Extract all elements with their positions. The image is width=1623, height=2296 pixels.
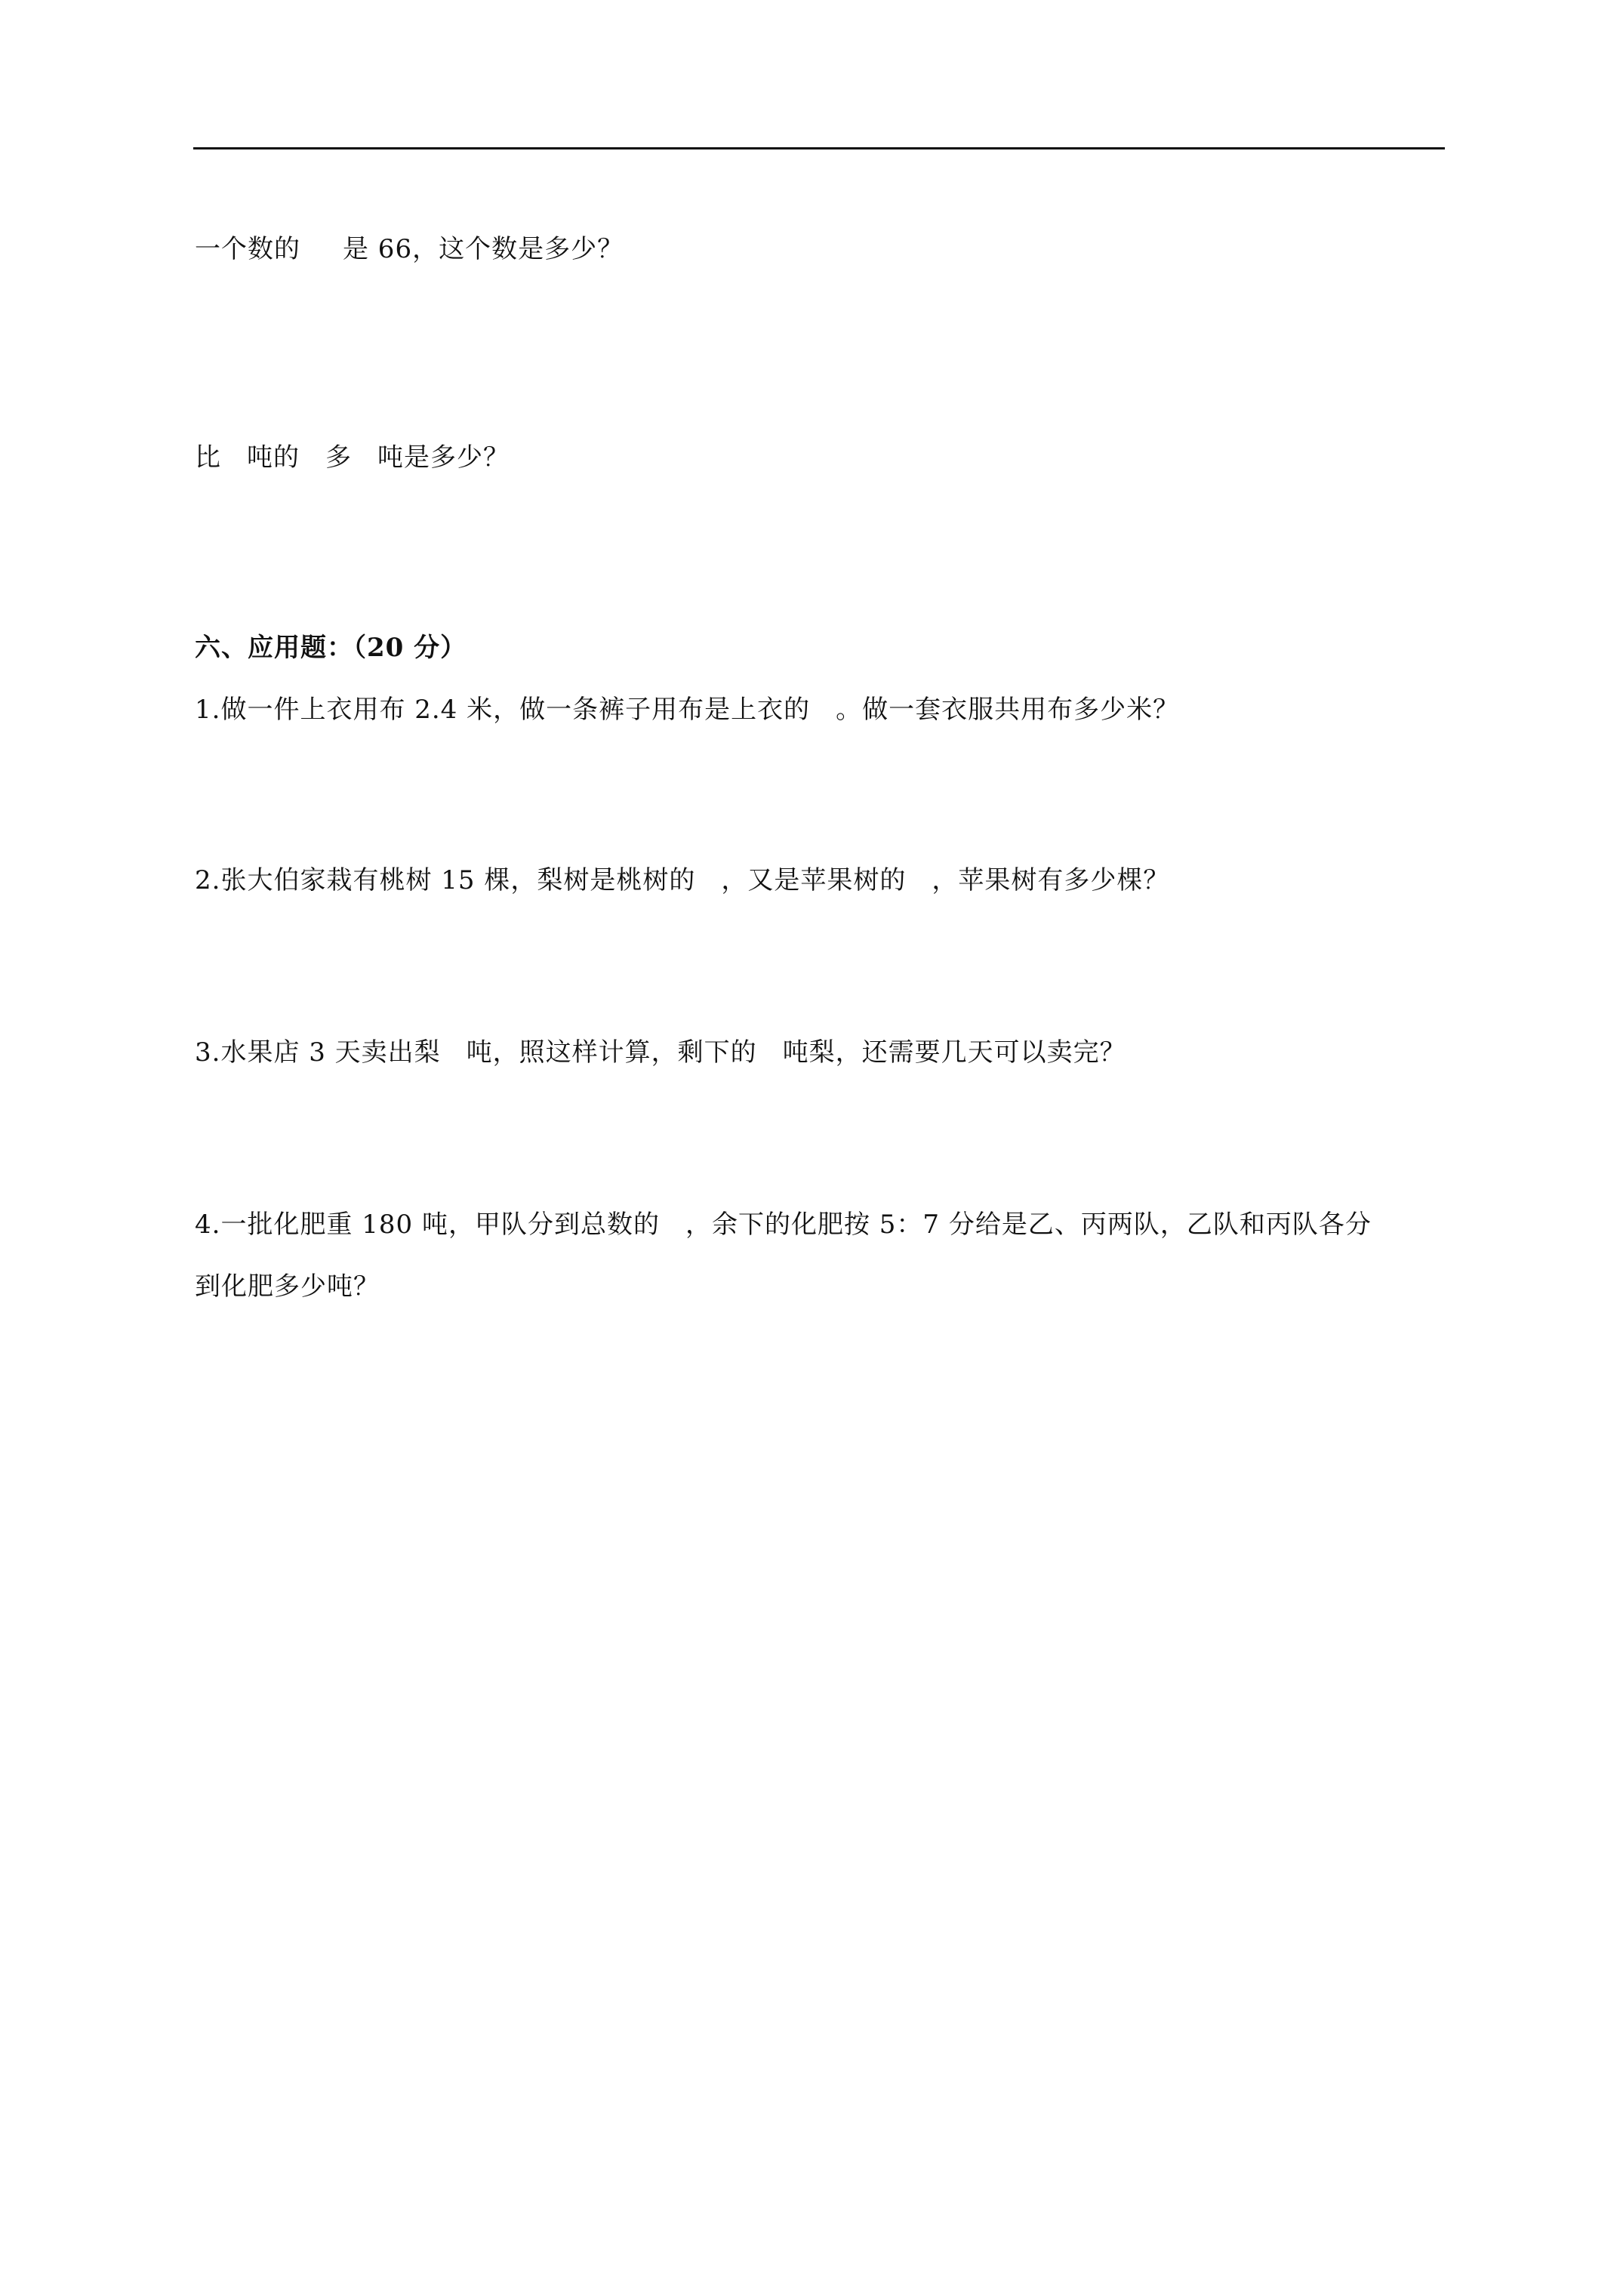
question-3-part-1: 3.水果店 3 天卖出梨 — [195, 1037, 441, 1068]
calc-item-1 — [195, 233, 624, 266]
calc-item-1-text-after: 是 66，这个数是多少？ — [343, 234, 624, 264]
question-2 — [195, 864, 1169, 897]
calc-item-2-part-3: 多 — [325, 442, 352, 473]
question-2-part-1: 2.张大伯家栽有桃树 15 棵，梨树是桃树的 — [195, 865, 696, 895]
section-six-title: 六、应用题：（20 分） — [195, 633, 467, 663]
question-2-part-2: ，又是苹果树的 — [721, 865, 907, 895]
question-3-part-2: 吨，照这样计算，剩下的 — [466, 1037, 757, 1068]
question-1-text-before: 1.做一件上衣用布 2.4 米，做一条裤子用布是上衣的 — [195, 695, 811, 725]
header-rule — [193, 147, 1445, 149]
calc-item-2 — [195, 441, 510, 474]
question-4-part-1: 4.一批化肥重 180 吨，甲队分到总数的 — [195, 1210, 660, 1240]
question-3 — [195, 1036, 1126, 1069]
calc-item-1-text-before: 一个数的 — [195, 234, 300, 264]
question-1 — [195, 693, 1179, 726]
calc-item-2-part-4: 吨是多少？ — [377, 442, 510, 473]
question-2-part-3: ，苹果树有多少棵？ — [932, 865, 1170, 895]
question-4 — [195, 1208, 1372, 1241]
question-3-part-3: 吨梨，还需要几天可以卖完？ — [782, 1037, 1126, 1068]
question-1-text-after: 。做一套衣服共用布多少米？ — [836, 695, 1180, 725]
calc-item-2-part-1: 比 — [195, 442, 221, 473]
calc-item-2-part-2: 吨的 — [247, 442, 300, 473]
question-4-part-2: ，余下的化肥按 5：7 分给是乙、丙两队，乙队和丙队各分 — [685, 1210, 1372, 1240]
question-4-line-2: 到化肥多少吨？ — [195, 1271, 380, 1302]
